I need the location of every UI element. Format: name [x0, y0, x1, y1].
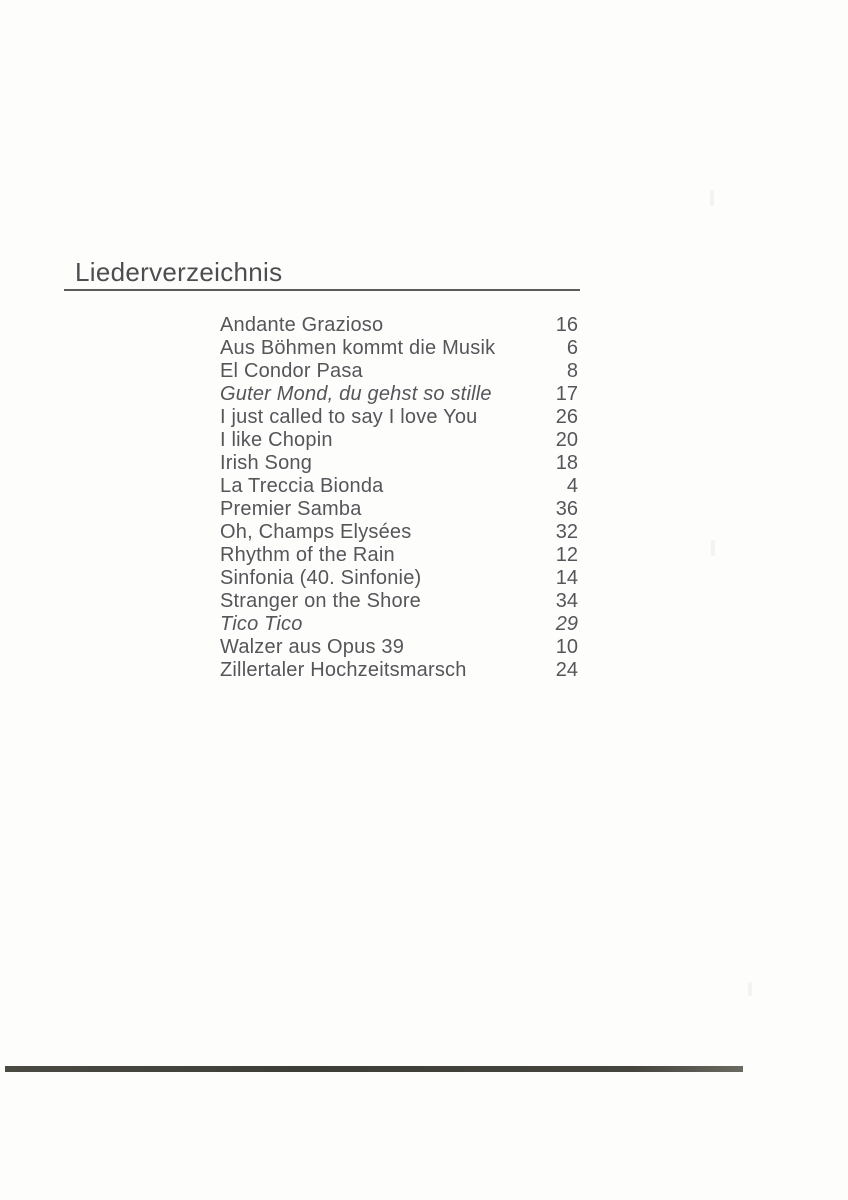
- scan-artifact: [711, 540, 715, 556]
- song-title: Andante Grazioso: [220, 314, 384, 336]
- song-page-number: 4: [566, 475, 578, 497]
- scan-artifact: [710, 190, 714, 206]
- song-title: Zillertaler Hochzeitsmarsch: [220, 659, 467, 681]
- song-page-number: 24: [555, 659, 578, 681]
- page-title: Liederverzeichnis: [75, 257, 283, 287]
- toc-row: [220, 429, 578, 452]
- song-page-number: 18: [555, 452, 578, 474]
- song-title: Rhythm of the Rain: [220, 544, 395, 566]
- song-page-number: 6: [566, 337, 578, 359]
- toc-row: [220, 337, 578, 360]
- song-page-number: 26: [555, 406, 578, 428]
- song-page-number: 17: [555, 383, 578, 405]
- song-title: Stranger on the Shore: [220, 590, 421, 612]
- song-page-number: 14: [555, 567, 578, 589]
- toc-row: [220, 567, 578, 590]
- song-page-number: 16: [555, 314, 578, 336]
- song-title: El Condor Pasa: [220, 360, 363, 382]
- toc-row: [220, 452, 578, 475]
- song-title: Premier Samba: [220, 498, 362, 520]
- song-page-number: 36: [555, 498, 578, 520]
- song-title: Aus Böhmen kommt die Musik: [220, 337, 496, 359]
- toc-row: [220, 521, 578, 544]
- table-of-contents: [220, 314, 578, 682]
- song-title: Tico Tico: [220, 613, 303, 635]
- song-page-number: 29: [555, 613, 578, 635]
- song-title: Sinfonia (40. Sinfonie): [220, 567, 422, 589]
- song-page-number: 8: [566, 360, 578, 382]
- toc-row: [220, 590, 578, 613]
- song-title: Oh, Champs Elysées: [220, 521, 412, 543]
- toc-row: [220, 475, 578, 498]
- footer-bar: [5, 1066, 743, 1072]
- toc-row: [220, 544, 578, 567]
- song-title: I like Chopin: [220, 429, 333, 451]
- song-page-number: 34: [555, 590, 578, 612]
- song-page-number: 32: [555, 521, 578, 543]
- toc-row: [220, 383, 578, 406]
- song-page-number: 20: [555, 429, 578, 451]
- toc-row: [220, 498, 578, 521]
- toc-row: [220, 613, 578, 636]
- toc-row: [220, 406, 578, 429]
- song-title: Guter Mond, du gehst so stille: [220, 383, 492, 405]
- toc-row: [220, 659, 578, 682]
- title-underline: [64, 289, 580, 291]
- scan-artifact: [748, 982, 752, 996]
- song-title: Irish Song: [220, 452, 313, 474]
- song-title: Walzer aus Opus 39: [220, 636, 405, 658]
- song-page-number: 10: [555, 636, 578, 658]
- toc-row: [220, 636, 578, 659]
- song-title: I just called to say I love You: [220, 406, 478, 428]
- song-title: La Treccia Bionda: [220, 475, 384, 497]
- toc-row: [220, 314, 578, 337]
- song-page-number: 12: [555, 544, 578, 566]
- toc-row: [220, 360, 578, 383]
